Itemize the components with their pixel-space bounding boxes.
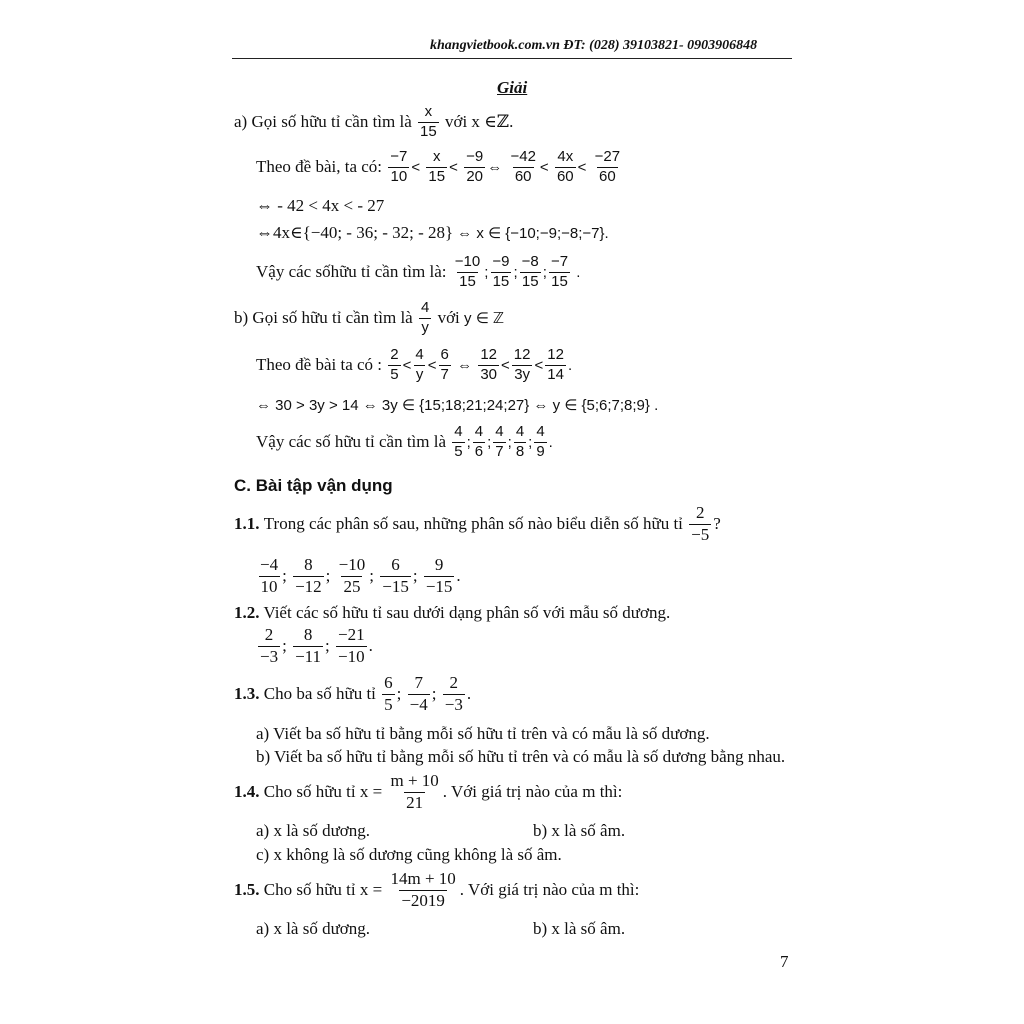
period: . [548,433,553,451]
separator: ; [396,684,402,704]
less-than: < [427,356,437,374]
header-rule [232,58,792,59]
exercise-1-4-c: c) x không là số dương cũng không là số âm. [256,845,562,864]
less-than: < [539,158,549,176]
section-c-heading: C. Bài tập vận dụng [234,476,393,495]
frac-num: 4 [454,423,463,440]
fraction [293,626,323,666]
exercise-text-rest: . Với giá trị nào của m thì: [459,880,640,900]
part-a-line4-text: Vậy các sốhữu tỉ cần tìm là: [256,262,447,281]
frac-num: 6 [440,346,449,363]
fraction-x-15 [418,104,439,140]
fraction [520,254,541,290]
page-number: 7 [780,952,789,971]
frac-den: 15 [420,122,437,140]
frac-num: −21 [338,625,365,644]
frac-num: −8 [521,253,539,270]
fraction [388,870,457,910]
frac-den: 3y [514,365,531,383]
frac-den: 5 [454,442,463,460]
frac-den: 60 [514,167,532,185]
part-a-line3-left: ⇔4x∈{−40; - 36; - 32; - 28} [256,223,454,242]
part-a-line4 [256,254,580,290]
page-header: khangvietbook.com.vn ĐT: (028) 39103821- 0903906848 [430,38,758,53]
frac-num: m + 10 [390,771,439,790]
frac-den: 25 [343,576,361,596]
separator: ; [282,636,287,656]
separator: ; [412,566,418,586]
exercise-text: Trong các phân số sau, những phân số nào biểu diễn số hữu tỉ [263,514,683,534]
separator: ; [282,566,287,586]
part-a-line1 [256,149,624,185]
frac-den: 6 [474,442,484,460]
frac-num: 14m + 10 [390,869,456,888]
frac-den: y [421,318,429,336]
frac-den: −5 [691,524,710,544]
less-than: < [501,356,510,374]
fraction [388,772,440,812]
part-b-intro-text: b) Gọi số hữu tỉ cần tìm là [234,308,413,327]
frac-num: −7 [550,253,569,270]
part-b-line2: ⇔ 30 > 3y > 14 ⇔ 3y ∈ {15;18;21;24;27} ⇔ y ∈ {5;6;7;8;9} . [256,397,659,414]
exercise-text: Cho số hữu tỉ [263,880,356,900]
iff-symbol: ⇔ [457,356,473,374]
exercise-1-1 [234,504,721,544]
frac-den: 30 [480,365,498,383]
part-b-intro [234,300,504,336]
fraction [545,347,566,383]
frac-num: 4x [557,148,574,165]
fraction [478,347,499,383]
part-b-intro-cond: y ∈ ℤ [464,310,505,327]
fraction [508,149,537,185]
frac-num: −10 [338,555,366,574]
less-than: < [411,158,421,176]
frac-num: 2 [695,503,705,522]
frac-den: 20 [466,167,483,185]
part-a-intro-text: a) Gọi số hữu tỉ cần tìm là [234,112,412,131]
fraction [382,674,395,714]
exercise-label: 1.2. [234,603,260,622]
fraction [388,347,400,383]
exercise-1-3-a: a) Viết ba số hữu tỉ bằng mỗi số hữu tỉ trên và có mẫu là số dương. [256,724,710,743]
fraction [336,626,367,666]
exercise-1-3-b: b) Viết ba số hữu tỉ bằng mỗi số hữu tỉ trên và có mẫu là số dương bằng nhau. [256,747,786,766]
frac-den: 15 [551,272,568,290]
fraction [490,254,511,290]
frac-num: −10 [454,253,481,270]
frac-num: 4 [515,423,525,440]
exercise-text: Cho số hữu tỉ [263,782,356,802]
fraction [689,504,711,544]
frac-num: 4 [474,423,484,440]
frac-den: 15 [492,272,510,290]
question-mark: ? [713,514,721,534]
part-a-line3-right: ⇔ x ∈ {−10;−9;−8;−7}. [457,225,609,242]
fraction [337,556,368,596]
frac-num: 6 [384,673,393,692]
fraction [258,556,280,596]
exercise-1-2-fractions [256,626,373,666]
frac-den: −4 [409,694,428,714]
frac-num: 4 [536,423,545,440]
frac-num: −7 [390,148,408,165]
part-a-line3 [256,223,609,243]
frac-num: 4 [420,299,430,316]
fraction [549,254,570,290]
exercise-1-4-a: a) x là số dương. [256,821,371,840]
fraction [512,347,533,383]
frac-den: 21 [406,792,424,812]
fraction [473,424,485,460]
part-a-intro-cond: với x ∈ℤ. [444,112,514,131]
part-b-line3-text: Vậy các số hữu tỉ cần tìm là [256,432,447,451]
fraction [493,424,505,460]
frac-num: 4 [495,423,504,440]
separator: ; [507,433,512,451]
exercise-label: 1.1. [234,514,260,534]
frac-den: 7 [440,365,449,383]
exercise-text-rest: . Với giá trị nào của m thì: [442,782,623,802]
frac-num: −4 [260,555,279,574]
separator: ; [542,263,547,281]
exercise-1-5-b: b) x là số âm. [533,919,626,938]
frac-num: 12 [480,346,498,363]
fraction [439,347,451,383]
frac-den: −15 [382,576,409,596]
frac-num: 9 [434,555,444,574]
frac-den: 10 [390,167,408,185]
frac-den: 5 [390,365,399,383]
part-b-line3 [256,424,553,460]
exercise-1-5 [234,870,639,910]
iff-symbol: ⇔ [487,158,503,176]
period: . [456,566,461,586]
exercise-label: 1.3. [234,684,260,704]
exercise-label: 1.4. [234,782,260,802]
period: . [567,356,573,374]
frac-den: 7 [495,442,504,460]
exercise-1-5-a: a) x là số dương. [256,919,371,938]
separator: ; [325,566,331,586]
frac-num: −42 [510,148,536,165]
fraction [443,674,465,714]
frac-num: −9 [492,253,510,270]
frac-num: 6 [391,555,400,574]
fraction [388,149,409,185]
part-b-line1 [256,347,572,383]
frac-num: 12 [513,346,531,363]
fraction [593,149,622,185]
fraction [453,254,482,290]
separator: ; [466,433,471,451]
fraction-4-y [419,300,431,336]
equation-lhs: x = [359,880,383,900]
frac-den: 8 [515,442,525,460]
less-than: < [577,158,587,176]
frac-den: −3 [260,646,279,666]
frac-num: 4 [415,346,424,363]
frac-num: 8 [304,555,313,574]
frac-den: 60 [599,167,616,185]
fraction [464,149,485,185]
frac-num: 8 [303,625,313,644]
exercise-1-2 [234,603,670,623]
frac-num: 7 [414,673,423,692]
frac-num: 2 [264,625,274,644]
fraction [452,424,464,460]
fraction [555,149,576,185]
frac-num: −27 [594,148,621,165]
part-b-line1-text: Theo đề bài ta có : [256,355,383,374]
period: . [466,684,472,704]
part-a-line2: ⇔ - 42 < 4x < - 27 [256,196,385,215]
fraction [426,149,447,185]
frac-den: y [415,365,424,383]
frac-den: −10 [338,646,365,666]
separator: ; [487,433,492,451]
exercise-label: 1.5. [234,880,260,900]
exercise-1-4 [234,772,622,812]
frac-den: 10 [260,576,278,596]
fraction [514,424,526,460]
equation-lhs: x = [359,782,383,802]
separator: ; [325,636,330,656]
solution-title: Giải [497,78,528,97]
exercise-text: Viết các số hữu tỉ sau dưới dạng phân số với mẫu số dương. [263,603,671,622]
frac-num: x [433,148,441,165]
frac-num: 2 [390,346,399,363]
frac-den: 15 [459,272,476,290]
frac-den: −12 [295,576,322,596]
frac-num: −9 [466,148,484,165]
frac-den: −3 [444,694,463,714]
part-b-intro-with: với [437,308,460,327]
frac-den: −2019 [401,890,445,910]
frac-den: 9 [536,442,545,460]
exercise-1-3 [234,674,471,714]
fraction [424,556,455,596]
separator: ; [369,566,374,586]
less-than: < [449,158,458,176]
frac-num: x [424,103,433,120]
less-than: < [402,356,412,374]
separator: ; [528,433,533,451]
period: . [368,636,373,656]
exercise-text: Cho ba số hữu tỉ [263,684,376,704]
less-than: < [534,356,544,374]
frac-den: 5 [384,694,393,714]
fraction [534,424,546,460]
separator: ; [513,263,518,281]
separator: ; [484,263,489,281]
frac-den: 15 [428,167,446,185]
frac-num: 2 [449,673,459,692]
exercise-1-4-b: b) x là số âm. [533,821,626,840]
fraction [408,674,430,714]
separator: ; [431,684,437,704]
frac-den: −15 [425,576,453,596]
period: . [576,263,581,281]
frac-num: 12 [547,346,564,363]
fraction [293,556,324,596]
fraction [413,347,425,383]
fraction [380,556,411,596]
frac-den: −11 [295,646,322,666]
frac-den: 60 [556,167,574,185]
frac-den: 15 [521,272,539,290]
part-a-intro [234,104,513,140]
fraction [258,626,280,666]
frac-den: 14 [547,365,564,383]
exercise-1-1-fractions [256,556,461,596]
part-a-line1-text: Theo đề bài, ta có: [256,157,383,176]
